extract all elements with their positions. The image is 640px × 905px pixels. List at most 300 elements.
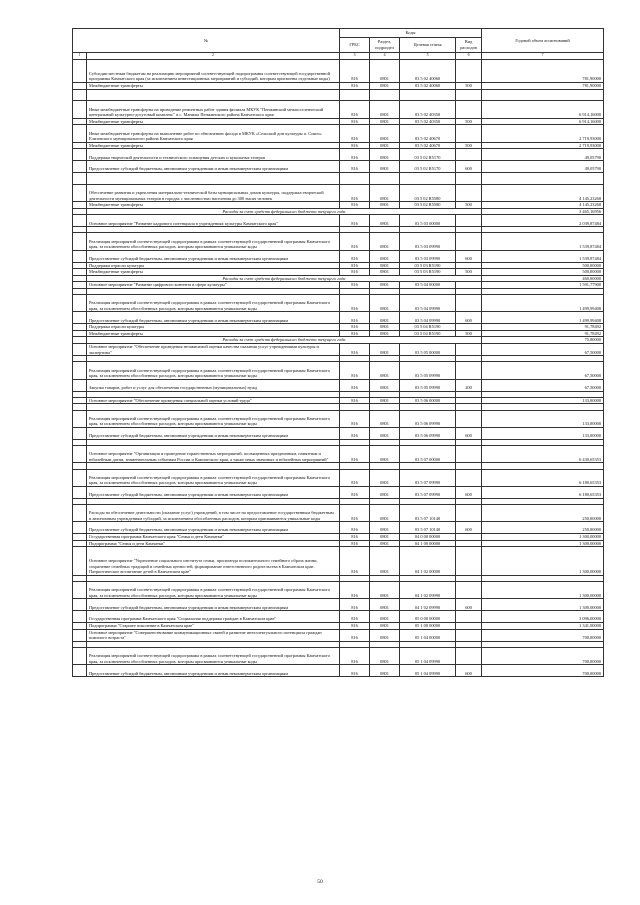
cell-target-article: 04 0 00 00000 [400, 534, 456, 541]
cell-grbs: 816 [340, 665, 370, 677]
cell-razdel: 0801 [370, 486, 400, 498]
cell-grbs: 816 [340, 118, 370, 125]
cell-sum: 49,05790 [482, 149, 604, 161]
table-row [73, 665, 604, 677]
table-row [73, 60, 604, 83]
cell-razdel: 0801 [370, 547, 400, 576]
cell-target-article: 03 5 02 R5170 [400, 149, 456, 161]
table-row [73, 262, 604, 269]
table-row [73, 445, 604, 462]
cell-sum: 700,00000 [482, 665, 604, 677]
cell-target-article: 03 5 04 09990 [400, 295, 456, 312]
cell-num [73, 623, 87, 630]
cell-target-article: 03 5 03 R5190 [400, 269, 456, 276]
cell-grbs: 816 [340, 312, 370, 324]
cell-razdel [370, 172, 400, 184]
cell-expense-type: 500 [456, 142, 482, 149]
cell-name: Закупка товаров, работ и услуг для обеспечения государственных (муниципальных) нужд [87, 379, 340, 391]
cell-expense-type: 500 [456, 118, 482, 125]
cell-num [73, 149, 87, 161]
table-row [73, 142, 604, 149]
cell-num [73, 534, 87, 541]
cell-sum: 250,00000 [482, 522, 604, 534]
cell-razdel: 0801 [370, 623, 400, 630]
cell-razdel: 0801 [370, 665, 400, 677]
cell-target-article: 03 5 03 00000 [400, 215, 456, 227]
cell-sum: 6 914,16000 [482, 101, 604, 118]
cell-name: Межбюджетные трансферты [87, 142, 340, 149]
cell-grbs: 816 [340, 125, 370, 142]
cell-sum: 4 145,23268 [482, 202, 604, 209]
cell-expense-type: 600 [456, 427, 482, 439]
cell-razdel: 0801 [370, 504, 400, 521]
cell-expense-type [456, 172, 482, 184]
cell-razdel: 0801 [370, 599, 400, 611]
cell-num [73, 324, 87, 331]
cell-grbs: 816 [340, 611, 370, 623]
cell-sum: 1 300,00000 [482, 540, 604, 547]
cell-num [73, 469, 87, 486]
cell-num [73, 486, 87, 498]
cell-expense-type: 600 [456, 250, 482, 262]
cell-name: Предоставление субсидий бюджетным, автономным учреждениям и иным некоммерческим организациям [87, 250, 340, 262]
table-row [73, 540, 604, 547]
cell-name: Основное мероприятие "Развитие цифрового контента в сфере культуры" [87, 282, 340, 289]
cell-sum: 1 499,99408 [482, 312, 604, 324]
cell-expense-type [456, 611, 482, 623]
cell-name: Межбюджетные трансферты [87, 269, 340, 276]
cell-target-article: 05 1 04 00000 [400, 629, 456, 641]
cell-target-article: 03 5 07 09990 [400, 469, 456, 486]
cell-num [73, 337, 87, 344]
cell-name: Предоставление субсидий бюджетным, автономным учреждениям и иным некоммерческим организациям [87, 161, 340, 173]
cell-expense-type: 600 [456, 599, 482, 611]
cell-name: Предоставление субсидий бюджетным, автономным учреждениям и иным некоммерческим организациям [87, 599, 340, 611]
cell-target-article [400, 172, 456, 184]
cell-num [73, 445, 87, 462]
cell-target-article: 03 5 02 40670 [400, 142, 456, 149]
cell-razdel: 0801 [370, 410, 400, 427]
cell-expense-type [456, 629, 482, 641]
cell-num [73, 582, 87, 599]
cell-num [73, 60, 87, 83]
cell-expense-type [456, 344, 482, 356]
cell-razdel: 0801 [370, 534, 400, 541]
cell-num [73, 262, 87, 269]
cell-name: Предоставление субсидий бюджетным, автономным учреждениям и иным некоммерческим организациям [87, 486, 340, 498]
page-number: 50 [317, 879, 323, 885]
cell-sum: 67,50000 [482, 344, 604, 356]
cell-target-article: 03 5 04 R5190 [400, 330, 456, 337]
cell-expense-type: 500 [456, 269, 482, 276]
cell-name: Предоставление субсидий бюджетным, автономным учреждениям и иным некоммерческим организациям [87, 522, 340, 534]
table-row [73, 648, 604, 665]
cell-sum: 75,80000 [482, 337, 604, 344]
cell-target-article: 03 5 03 R5190 [400, 262, 456, 269]
document-page [72, 28, 603, 677]
cell-num [73, 312, 87, 324]
cell-name: Поддержка творческой деятельности и технического оснащения детских и кукольных театров [87, 149, 340, 161]
cell-name: Государственная программа Камчатского края "Социальная поддержка граждан в Камчатском крае" [87, 611, 340, 623]
cell-target-article: 03 5 02 40060 [400, 83, 456, 90]
cell-razdel: 0801 [370, 101, 400, 118]
cell-target-article: 03 5 05 09990 [400, 379, 456, 391]
table-row [73, 312, 604, 324]
cell-razdel: 0801 [370, 582, 400, 599]
cell-target-article: 03 5 06 09990 [400, 427, 456, 439]
cell-sum: 500,00000 [482, 262, 604, 269]
cell-sum: 1 539,87484 [482, 233, 604, 250]
cell-grbs: 816 [340, 344, 370, 356]
cell-sum [482, 172, 604, 184]
cell-target-article: 03 5 04 00000 [400, 282, 456, 289]
cell-num [73, 269, 87, 276]
cell-num [73, 89, 87, 101]
cell-grbs: 816 [340, 142, 370, 149]
cell-num [73, 665, 87, 677]
cell-grbs: 816 [340, 547, 370, 576]
cell-grbs [340, 89, 370, 101]
cell-expense-type [456, 184, 482, 201]
cell-num [73, 410, 87, 427]
cell-sum: 500,00000 [482, 269, 604, 276]
cell-sum: 1 591,77900 [482, 282, 604, 289]
cell-num [73, 379, 87, 391]
table-body [73, 60, 604, 677]
cell-target-article: 03 5 07 09990 [400, 486, 456, 498]
cell-sum: 781,90000 [482, 60, 604, 83]
cell-num [73, 161, 87, 173]
cell-expense-type [456, 295, 482, 312]
cell-name: Реализация мероприятий соответствующей подпрограммы в рамках соответствующей государственной программы Камчатского края, за исключением обособленных расходов, которым присваиваются уникальные коды [87, 233, 340, 250]
cell-expense-type [456, 547, 482, 576]
cell-num [73, 427, 87, 439]
cell-name: Реализация мероприятий соответствующей подпрограммы в рамках соответствующей государственной программы Камчатского края, за исключением обособленных расходов, которым присваиваются уникальные коды [87, 410, 340, 427]
table-row [73, 83, 604, 90]
cell-expense-type [456, 397, 482, 404]
cell-name: Обеспечение развития и укрепления материально-технической базы муниципальных домов культуры, поддержка творческой деятельности муниципальных театров в городах с численностью населения до 300 тысяч человек [87, 184, 340, 201]
cell-sum: 2 039,87484 [482, 215, 604, 227]
cell-razdel: 0801 [370, 379, 400, 391]
col-number: 5 [400, 53, 456, 60]
cell-name [87, 172, 340, 184]
cell-num [73, 282, 87, 289]
cell-expense-type: 500 [456, 202, 482, 209]
table-row [73, 522, 604, 534]
cell-name: Основное мероприятие "Развитие кадрового потенциала в учреждениях культуры Камчатского края" [87, 215, 340, 227]
cell-name: Реализация мероприятий соответствующей подпрограммы в рамках соответствующей государственной программы Камчатского края, за исключением обособленных расходов, которым присваиваются уникальные коды [87, 295, 340, 312]
cell-razdel: 0801 [370, 648, 400, 665]
cell-num [73, 208, 87, 215]
cell-name: Подпрограмма "Семья и дети Камчатки" [87, 540, 340, 547]
cell-target-article: 03 5 04 R5190 [400, 324, 456, 331]
cell-name: Основное мероприятие "Обеспечение проведения независимой оценки качества оказания услуг учреждениями культуры и экспертизы" [87, 344, 340, 356]
table-row [73, 202, 604, 209]
cell-target-article: 03 5 02 40670 [400, 125, 456, 142]
cell-razdel: 0801 [370, 312, 400, 324]
cell-grbs: 816 [340, 397, 370, 404]
col-number: 6 [456, 53, 482, 60]
cell-grbs: 816 [340, 184, 370, 201]
cell-expense-type [456, 582, 482, 599]
table-row [73, 215, 604, 227]
cell-razdel: 0801 [370, 330, 400, 337]
cell-sum: 1 300,00000 [482, 534, 604, 541]
cell-sum: 133,00000 [482, 427, 604, 439]
cell-razdel: 0801 [370, 60, 400, 83]
cell-target-article: 04 1 00 00000 [400, 540, 456, 547]
cell-target-article: 03 5 07 10140 [400, 504, 456, 521]
cell-sum: 6 430,65353 [482, 445, 604, 462]
cell-expense-type [456, 149, 482, 161]
table-row [73, 427, 604, 439]
cell-num [73, 295, 87, 312]
table-row [73, 410, 604, 427]
header-codes: Коды [340, 29, 482, 38]
cell-expense-type: 500 [456, 330, 482, 337]
cell-sum: 91,78492 [482, 330, 604, 337]
table-row [73, 269, 604, 276]
cell-num [73, 599, 87, 611]
cell-grbs: 816 [340, 250, 370, 262]
cell-expense-type [456, 540, 482, 547]
table-row [73, 486, 604, 498]
cell-sum: 67,50000 [482, 379, 604, 391]
cell-target-article: 03 5 02 R5580 [400, 202, 456, 209]
table-row-source-note [73, 275, 604, 282]
cell-name: Государственная программа Камчатского края "Семья и дети Камчатки" [87, 534, 340, 541]
cell-expense-type [456, 410, 482, 427]
cell-num [73, 275, 87, 282]
cell-sum: 1 499,99408 [482, 295, 604, 312]
col-number: 4 [370, 53, 400, 60]
header-grbs: ГРБС [340, 38, 370, 53]
table-row [73, 282, 604, 289]
cell-expense-type [456, 469, 482, 486]
cell-razdel: 0801 [370, 295, 400, 312]
cell-grbs: 816 [340, 330, 370, 337]
cell-expense-type [456, 89, 482, 101]
cell-num [73, 202, 87, 209]
cell-source-note: Расходы за счет средств федерального бюджета текущего года [87, 337, 482, 344]
cell-target-article: 05 1 00 00000 [400, 623, 456, 630]
table-row [73, 250, 604, 262]
cell-grbs: 816 [340, 149, 370, 161]
cell-num [73, 648, 87, 665]
col-number: 1 [73, 53, 87, 60]
cell-razdel: 0801 [370, 469, 400, 486]
cell-expense-type [456, 101, 482, 118]
cell-name: Основное мероприятие "Совершенствование коммуникационных связей и развитие интеллектуального потенциала граждан пожилого возраста" [87, 629, 340, 641]
cell-num [73, 540, 87, 547]
cell-name: Предоставление субсидий бюджетным, автономным учреждениям и иным некоммерческим организациям [87, 427, 340, 439]
cell-grbs: 816 [340, 504, 370, 521]
table-row [73, 184, 604, 201]
cell-grbs: 816 [340, 582, 370, 599]
cell-num [73, 330, 87, 337]
cell-expense-type: 200 [456, 379, 482, 391]
cell-grbs: 816 [340, 522, 370, 534]
cell-target-article: 03 5 03 09990 [400, 250, 456, 262]
cell-target-article: 03 5 07 10140 [400, 522, 456, 534]
cell-expense-type: 500 [456, 83, 482, 90]
cell-target-article: 03 5 02 40060 [400, 60, 456, 83]
table-row [73, 547, 604, 576]
cell-target-article: 04 1 02 09990 [400, 599, 456, 611]
cell-grbs: 816 [340, 362, 370, 379]
cell-grbs: 816 [340, 540, 370, 547]
table-row [73, 362, 604, 379]
cell-sum: 460,00000 [482, 275, 604, 282]
cell-razdel: 0801 [370, 262, 400, 269]
table-row [73, 629, 604, 641]
cell-grbs: 816 [340, 469, 370, 486]
table-row [73, 599, 604, 611]
cell-razdel: 0801 [370, 125, 400, 142]
cell-sum: 6 180,65353 [482, 486, 604, 498]
table-row [73, 125, 604, 142]
cell-name: Реализация мероприятий соответствующей подпрограммы в рамках соответствующей государственной программы Камчатского края, за исключением обособленных расходов, которым присваиваются уникальные коды [87, 362, 340, 379]
table-row [73, 379, 604, 391]
cell-name: Предоставление субсидий бюджетным, автономным учреждениям и иным некоммерческим организациям [87, 665, 340, 677]
table-row [73, 295, 604, 312]
cell-grbs: 816 [340, 60, 370, 83]
cell-razdel: 0801 [370, 202, 400, 209]
cell-name: Основное мероприятие "Укрепление социального института семьи, пропаганда положительного семейного образа жизни, сохранение семейных традиций и семейных ценностей, формирование ответственного родительства в Камчатском крае. Патриотическое воспитание детей в Камчатском крае" [87, 547, 340, 576]
cell-name: Реализация мероприятий соответствующей подпрограммы в рамках соответствующей государственной программы Камчатского края, за исключением обособленных расходов, которым присваиваются уникальные коды [87, 648, 340, 665]
cell-razdel: 0801 [370, 142, 400, 149]
table-row [73, 582, 604, 599]
col-number: 2 [87, 53, 340, 60]
header-razdel: Раздел, подраздел [370, 38, 400, 53]
cell-target-article: 04 1 02 09990 [400, 582, 456, 599]
cell-grbs: 816 [340, 379, 370, 391]
cell-sum: 49,05790 [482, 161, 604, 173]
cell-name: Реализация мероприятий соответствующей подпрограммы в рамках соответствующей государственной программы Камчатского края, за исключением обособленных расходов, которым присваиваются уникальные коды [87, 469, 340, 486]
cell-num [73, 125, 87, 142]
cell-razdel: 0801 [370, 184, 400, 201]
cell-num [73, 397, 87, 404]
cell-grbs [340, 172, 370, 184]
cell-expense-type [456, 215, 482, 227]
cell-name: Основное мероприятие "Обеспечение проведения специальной оценки условий труда" [87, 397, 340, 404]
cell-name: Предоставление субсидий бюджетным, автономным учреждениям и иным некоммерческим организациям [87, 312, 340, 324]
table-row [73, 344, 604, 356]
cell-sum: 67,50000 [482, 362, 604, 379]
cell-expense-type: 600 [456, 161, 482, 173]
cell-sum: 250,00000 [482, 504, 604, 521]
cell-name: Межбюджетные трансферты [87, 330, 340, 337]
cell-num [73, 83, 87, 90]
cell-target-article: 03 5 05 09990 [400, 362, 456, 379]
cell-razdel: 0801 [370, 344, 400, 356]
cell-target-article: 03 5 07 00000 [400, 445, 456, 462]
cell-num [73, 522, 87, 534]
cell-razdel: 0801 [370, 250, 400, 262]
cell-razdel: 0801 [370, 83, 400, 90]
cell-expense-type [456, 262, 482, 269]
cell-num [73, 118, 87, 125]
table-row [73, 504, 604, 521]
cell-target-article: 03 5 02 40350 [400, 101, 456, 118]
cell-name: Иные межбюджетные трансферты на выполнение работ по обновлению фасада в МКУК «Сельский дом культуры п. Сокоч» Елизовского муниципального района Камчатского края [87, 125, 340, 142]
cell-grbs: 816 [340, 295, 370, 312]
cell-sum [482, 89, 604, 101]
cell-grbs: 816 [340, 215, 370, 227]
cell-target-article: 03 5 03 09990 [400, 233, 456, 250]
cell-razdel: 0801 [370, 611, 400, 623]
cell-name [87, 89, 340, 101]
cell-sum: 1 300,00000 [482, 599, 604, 611]
cell-name: Поддержка отрасли культуры [87, 262, 340, 269]
cell-grbs: 816 [340, 83, 370, 90]
table-row-source-note [73, 337, 604, 344]
cell-grbs: 816 [340, 410, 370, 427]
cell-name: Межбюджетные трансферты [87, 202, 340, 209]
cell-expense-type: 600 [456, 312, 482, 324]
cell-sum: 6 180,65353 [482, 469, 604, 486]
cell-num [73, 344, 87, 356]
cell-grbs: 816 [340, 629, 370, 641]
cell-grbs: 816 [340, 233, 370, 250]
cell-grbs: 816 [340, 427, 370, 439]
cell-grbs: 816 [340, 202, 370, 209]
header-expense-type: Вид расходов [456, 38, 482, 53]
cell-expense-type: 600 [456, 665, 482, 677]
table-row [73, 118, 604, 125]
cell-razdel: 0801 [370, 269, 400, 276]
cell-num [73, 215, 87, 227]
cell-expense-type [456, 534, 482, 541]
table-row [73, 172, 604, 184]
cell-expense-type [456, 125, 482, 142]
cell-target-article: 03 5 04 09990 [400, 312, 456, 324]
budget-table [72, 28, 604, 677]
cell-grbs: 816 [340, 648, 370, 665]
cell-num [73, 629, 87, 641]
header-target-article: Целевая статья [400, 38, 456, 53]
cell-sum: 3 096,00000 [482, 611, 604, 623]
cell-grbs: 816 [340, 324, 370, 331]
cell-grbs: 816 [340, 534, 370, 541]
table-header [73, 29, 604, 60]
cell-grbs: 816 [340, 161, 370, 173]
table-row [73, 330, 604, 337]
cell-razdel: 0801 [370, 215, 400, 227]
cell-target-article: 05 0 00 00000 [400, 611, 456, 623]
cell-sum: 1 539,87484 [482, 250, 604, 262]
cell-expense-type [456, 324, 482, 331]
cell-target-article: 03 5 06 09990 [400, 410, 456, 427]
cell-expense-type [456, 623, 482, 630]
cell-razdel: 0801 [370, 161, 400, 173]
table-row [73, 397, 604, 404]
cell-name: Межбюджетные трансферты [87, 83, 340, 90]
cell-razdel: 0801 [370, 149, 400, 161]
cell-num [73, 142, 87, 149]
header-num: № [73, 29, 340, 53]
cell-target-article: 05 1 04 09990 [400, 665, 456, 677]
cell-sum: 1 300,00000 [482, 547, 604, 576]
col-number: 3 [340, 53, 370, 60]
cell-expense-type [456, 504, 482, 521]
cell-expense-type [456, 282, 482, 289]
col-number: 7 [482, 53, 604, 60]
cell-grbs: 816 [340, 486, 370, 498]
cell-grbs: 816 [340, 269, 370, 276]
cell-target-article: 03 5 02 R5580 [400, 184, 456, 201]
cell-sum: 133,00000 [482, 410, 604, 427]
